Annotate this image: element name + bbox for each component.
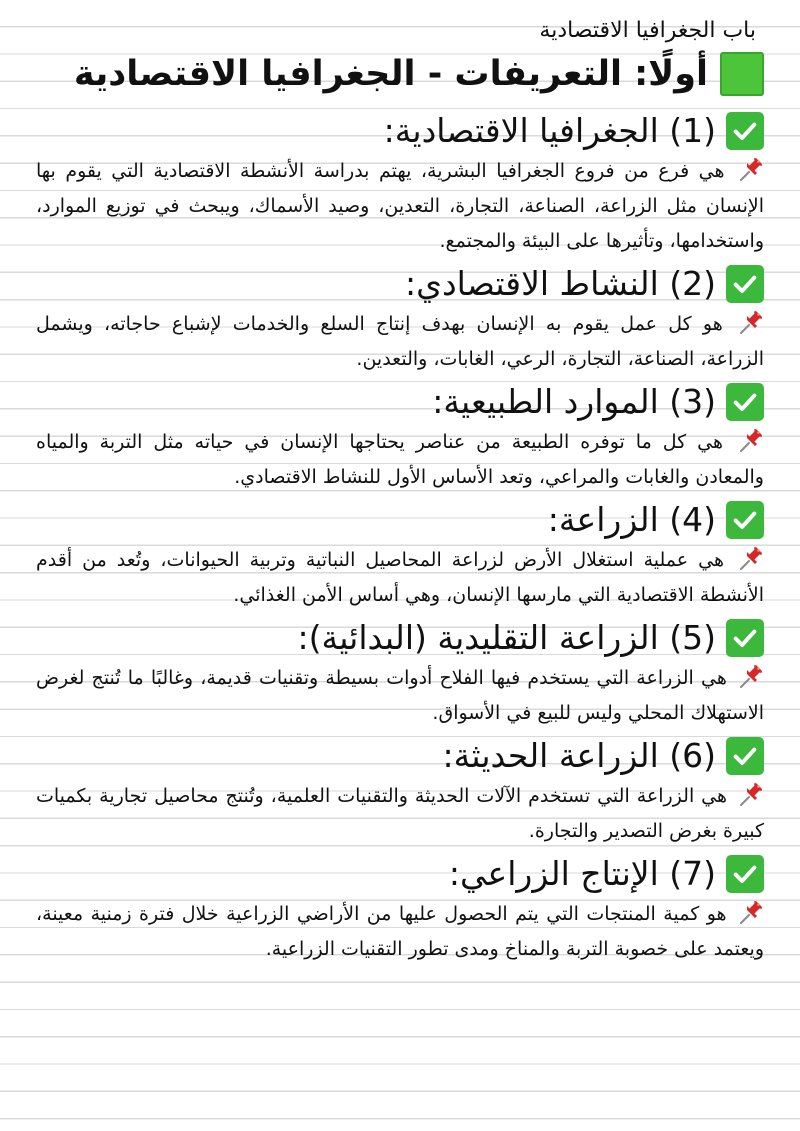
section-title: (3) الموارد الطبيعية: — [432, 382, 716, 421]
section-body — [36, 661, 764, 731]
section-body — [36, 425, 764, 495]
section-heading — [36, 615, 764, 661]
section-heading — [36, 261, 764, 307]
section-text: هي الزراعة التي تستخدم الآلات الحديثة والتقنيات العلمية، وتُنتج محاصيل تجارية بكميات كبيرة بغرض التصدير والتجارة. — [36, 785, 764, 842]
section-heading — [36, 379, 764, 425]
section-title: (2) النشاط الاقتصادي: — [405, 264, 716, 303]
page-title: أولًا: التعريفات - الجغرافيا الاقتصادية — [73, 54, 708, 94]
check-mark-icon — [726, 855, 764, 893]
green-square-icon — [720, 52, 764, 96]
definition-section-2 — [36, 261, 764, 377]
section-text: هي فرع من فروع الجغرافيا البشرية، يهتم بدراسة الأنشطة الاقتصادية التي يقوم بها الإنسان مثل الزراعة، الصناعة، التجارة، التعدين، وصيد الأسماك، ويبحث في توزيع الموارد، واستخدامها، وتأثيرها على البيئة والمجتمع. — [36, 160, 764, 252]
section-heading — [36, 733, 764, 779]
section-title: (6) الزراعة الحديثة: — [442, 736, 716, 775]
main-heading — [36, 50, 764, 98]
section-body — [36, 543, 764, 613]
section-text: هي عملية استغلال الأرض لزراعة المحاصيل النباتية وتربية الحيوانات، وتُعد من أقدم الأنشطة الاقتصادية التي مارسها الإنسان، وهي أساس الأمن الغذائي. — [36, 549, 764, 606]
definition-section-5 — [36, 615, 764, 731]
check-mark-icon — [726, 112, 764, 150]
section-text: هو كمية المنتجات التي يتم الحصول عليها من الأراضي الزراعية خلال فترة زمنية معينة، ويعتمد على خصوبة التربة والمناخ ومدى تطور التقنيات الزراعية. — [36, 903, 764, 960]
check-mark-icon — [726, 501, 764, 539]
section-title: (5) الزراعة التقليدية (البدائية): — [297, 618, 716, 657]
section-body — [36, 154, 764, 259]
section-title: (4) الزراعة: — [547, 500, 716, 539]
section-heading — [36, 108, 764, 154]
pushpin-icon — [738, 429, 764, 453]
definition-section-4 — [36, 497, 764, 613]
section-body — [36, 307, 764, 377]
check-mark-icon — [726, 265, 764, 303]
section-title: (1) الجغرافيا الاقتصادية: — [383, 111, 716, 150]
section-text: هي الزراعة التي يستخدم فيها الفلاح أدوات بسيطة وتقنيات قديمة، وغالبًا ما تُنتج لغرض الاستهلاك المحلي وليس للبيع في الأسواق. — [36, 667, 764, 724]
section-title: (7) الإنتاج الزراعي: — [448, 854, 716, 893]
pushpin-icon — [738, 901, 764, 925]
chapter-label: باب الجغرافيا الاقتصادية — [539, 18, 756, 43]
section-body — [36, 897, 764, 967]
section-heading — [36, 497, 764, 543]
section-text: هو كل عمل يقوم به الإنسان بهدف إنتاج السلع والخدمات لإشباع حاجاته، ويشمل الزراعة، الصناعة، التجارة، الرعي، الغابات، والتعدين. — [36, 313, 764, 370]
section-heading — [36, 851, 764, 897]
definition-section-7 — [36, 851, 764, 967]
definition-section-3 — [36, 379, 764, 495]
pushpin-icon — [738, 665, 764, 689]
pushpin-icon — [738, 547, 764, 571]
definition-section-6 — [36, 733, 764, 849]
check-mark-icon — [726, 383, 764, 421]
section-text: هي كل ما توفره الطبيعة من عناصر يحتاجها الإنسان في حياته مثل التربة والمياه والمعادن والغابات والمراعي، وتعد الأساس الأول للنشاط الاقتصادي. — [36, 431, 764, 488]
check-mark-icon — [726, 619, 764, 657]
section-body — [36, 779, 764, 849]
pushpin-icon — [738, 311, 764, 335]
pushpin-icon — [738, 783, 764, 807]
check-mark-icon — [726, 737, 764, 775]
definition-section-1 — [36, 108, 764, 259]
pushpin-icon — [738, 158, 764, 182]
